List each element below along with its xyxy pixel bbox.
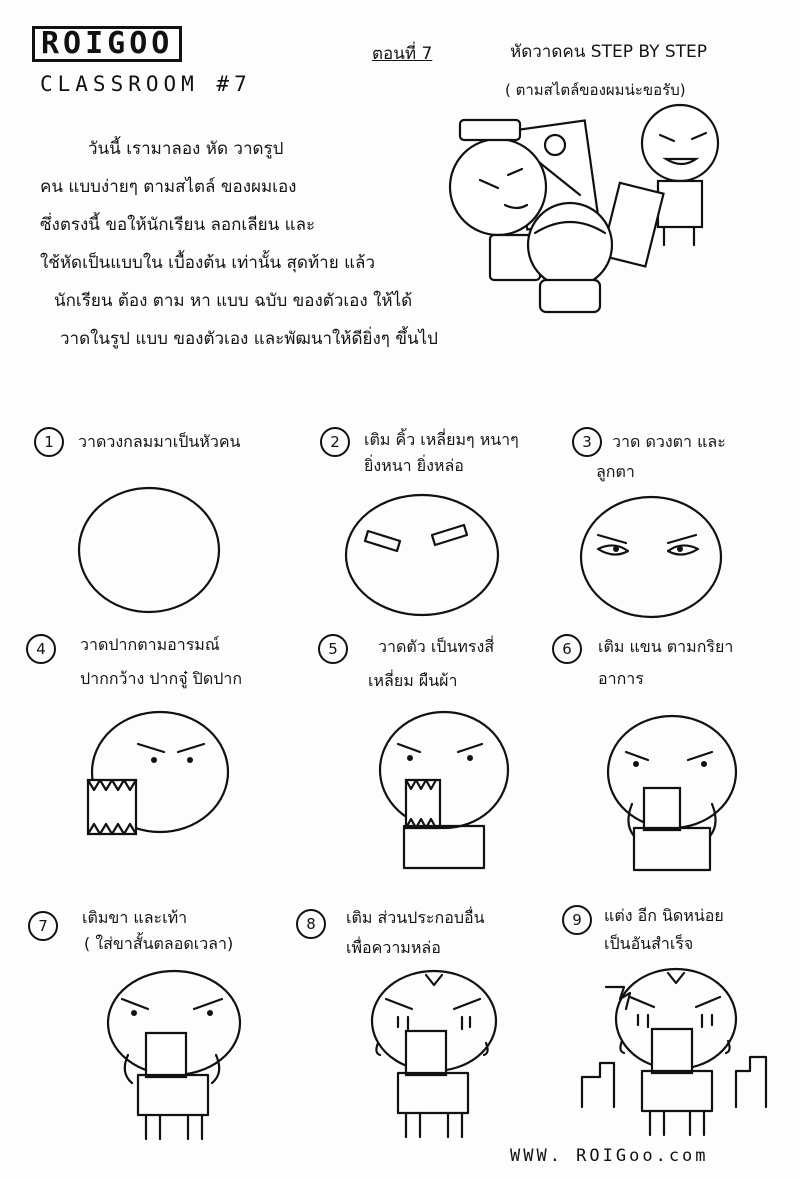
website-url: WWW. ROIGoo.com bbox=[510, 1146, 709, 1166]
step-instruction: ปากกว้าง ปากจู๋ ปิดปาก bbox=[80, 669, 243, 688]
step-instruction: เพื่อความหล่อ bbox=[346, 938, 441, 957]
step-instruction: แต่ง อีก นิดหน่อย bbox=[604, 906, 724, 925]
step-number: 9 bbox=[562, 905, 592, 935]
step-9 bbox=[562, 905, 792, 1145]
intro-line: ซึ่งตรงนี้ ขอให้นักเรียน ลอกเลียน และ bbox=[40, 215, 316, 235]
step-instruction: อาการ bbox=[598, 669, 644, 688]
step-8 bbox=[296, 905, 556, 1145]
intro-paragraph bbox=[40, 130, 460, 358]
intro-line: วันนี้ เรามาลอง หัด วาดรูป bbox=[88, 139, 284, 159]
logo-text: ROIGOO bbox=[32, 26, 182, 62]
intro-line: วาดในรูป แบบ ของตัวเอง และพัฒนาให้ดียิ่งๆ ขึ้นไป bbox=[60, 329, 438, 349]
step-number: 1 bbox=[34, 427, 64, 457]
head-body-arms-drawing bbox=[600, 712, 750, 872]
finished-character-drawing bbox=[576, 967, 776, 1145]
step-instruction: เติม แขน ตามกริยา bbox=[598, 637, 734, 656]
step-7 bbox=[28, 905, 298, 1145]
roigoo-logo bbox=[32, 26, 182, 62]
step-instruction: เหลี่ยม ผืนผ้า bbox=[368, 671, 458, 690]
step-5 bbox=[318, 632, 558, 872]
step-number: 6 bbox=[552, 634, 582, 664]
step-instruction: วาดวงกลมมาเป็นหัวคน bbox=[78, 432, 241, 451]
step-3 bbox=[572, 425, 792, 625]
classroom-label: CLASSROOM #7 bbox=[40, 72, 252, 96]
step-number: 8 bbox=[296, 909, 326, 939]
step-instruction: เติม ส่วนประกอบอื่น bbox=[346, 908, 485, 927]
intro-line: ใช้หัดเป็นแบบใน เบื้องต้น เท่านั้น สุดท้าย แล้ว bbox=[40, 253, 376, 273]
page-subtitle: ( ตามสไตล์ของผมน่ะขอรับ) bbox=[505, 81, 686, 99]
step-2 bbox=[320, 425, 560, 615]
full-character-legs-drawing bbox=[98, 969, 248, 1147]
step-6 bbox=[552, 632, 792, 872]
head-circle-drawing bbox=[74, 485, 224, 615]
step-instruction: วาด ดวงตา และ bbox=[612, 432, 726, 451]
intro-line: คน แบบง่ายๆ ตามสไตล์ ของผมเอง bbox=[40, 177, 297, 197]
page-title: หัดวาดคน STEP BY STEP bbox=[510, 42, 708, 62]
step-number: 4 bbox=[26, 634, 56, 664]
step-number: 7 bbox=[28, 911, 58, 941]
step-number: 3 bbox=[572, 427, 602, 457]
step-instruction: ยิ่งหนา ยิ่งหล่อ bbox=[364, 456, 464, 475]
step-instruction: เติม คิ้ว เหลี่ยมๆ หนาๆ bbox=[364, 430, 519, 449]
step-number: 5 bbox=[318, 634, 348, 664]
step-1 bbox=[34, 425, 294, 615]
head-with-eyes-drawing bbox=[576, 493, 726, 623]
head-and-body-drawing bbox=[374, 708, 514, 870]
step-4 bbox=[26, 632, 306, 842]
character-with-details-drawing bbox=[358, 969, 508, 1145]
step-instruction: วาดปากตามอารมณ์ bbox=[80, 635, 220, 654]
step-instruction: เป็นอันสำเร็จ bbox=[604, 934, 694, 953]
step-instruction: ลูกตา bbox=[596, 462, 635, 481]
step-instruction: ( ใส่ขาสั้นตลอดเวลา) bbox=[84, 934, 234, 953]
artist-drawing-illustration bbox=[430, 95, 775, 325]
episode-label: ตอนที่ 7 bbox=[372, 44, 433, 64]
head-with-eyebrows-drawing bbox=[340, 491, 500, 619]
step-number: 2 bbox=[320, 427, 350, 457]
head-with-mouth-drawing bbox=[82, 708, 232, 840]
step-instruction: วาดตัว เป็นทรงสี่ bbox=[378, 637, 495, 656]
intro-line: นักเรียน ต้อง ตาม หา แบบ ฉบับ ของตัวเอง ให้ได้ bbox=[54, 291, 413, 311]
step-instruction: เติมขา และเท้า bbox=[82, 908, 188, 927]
